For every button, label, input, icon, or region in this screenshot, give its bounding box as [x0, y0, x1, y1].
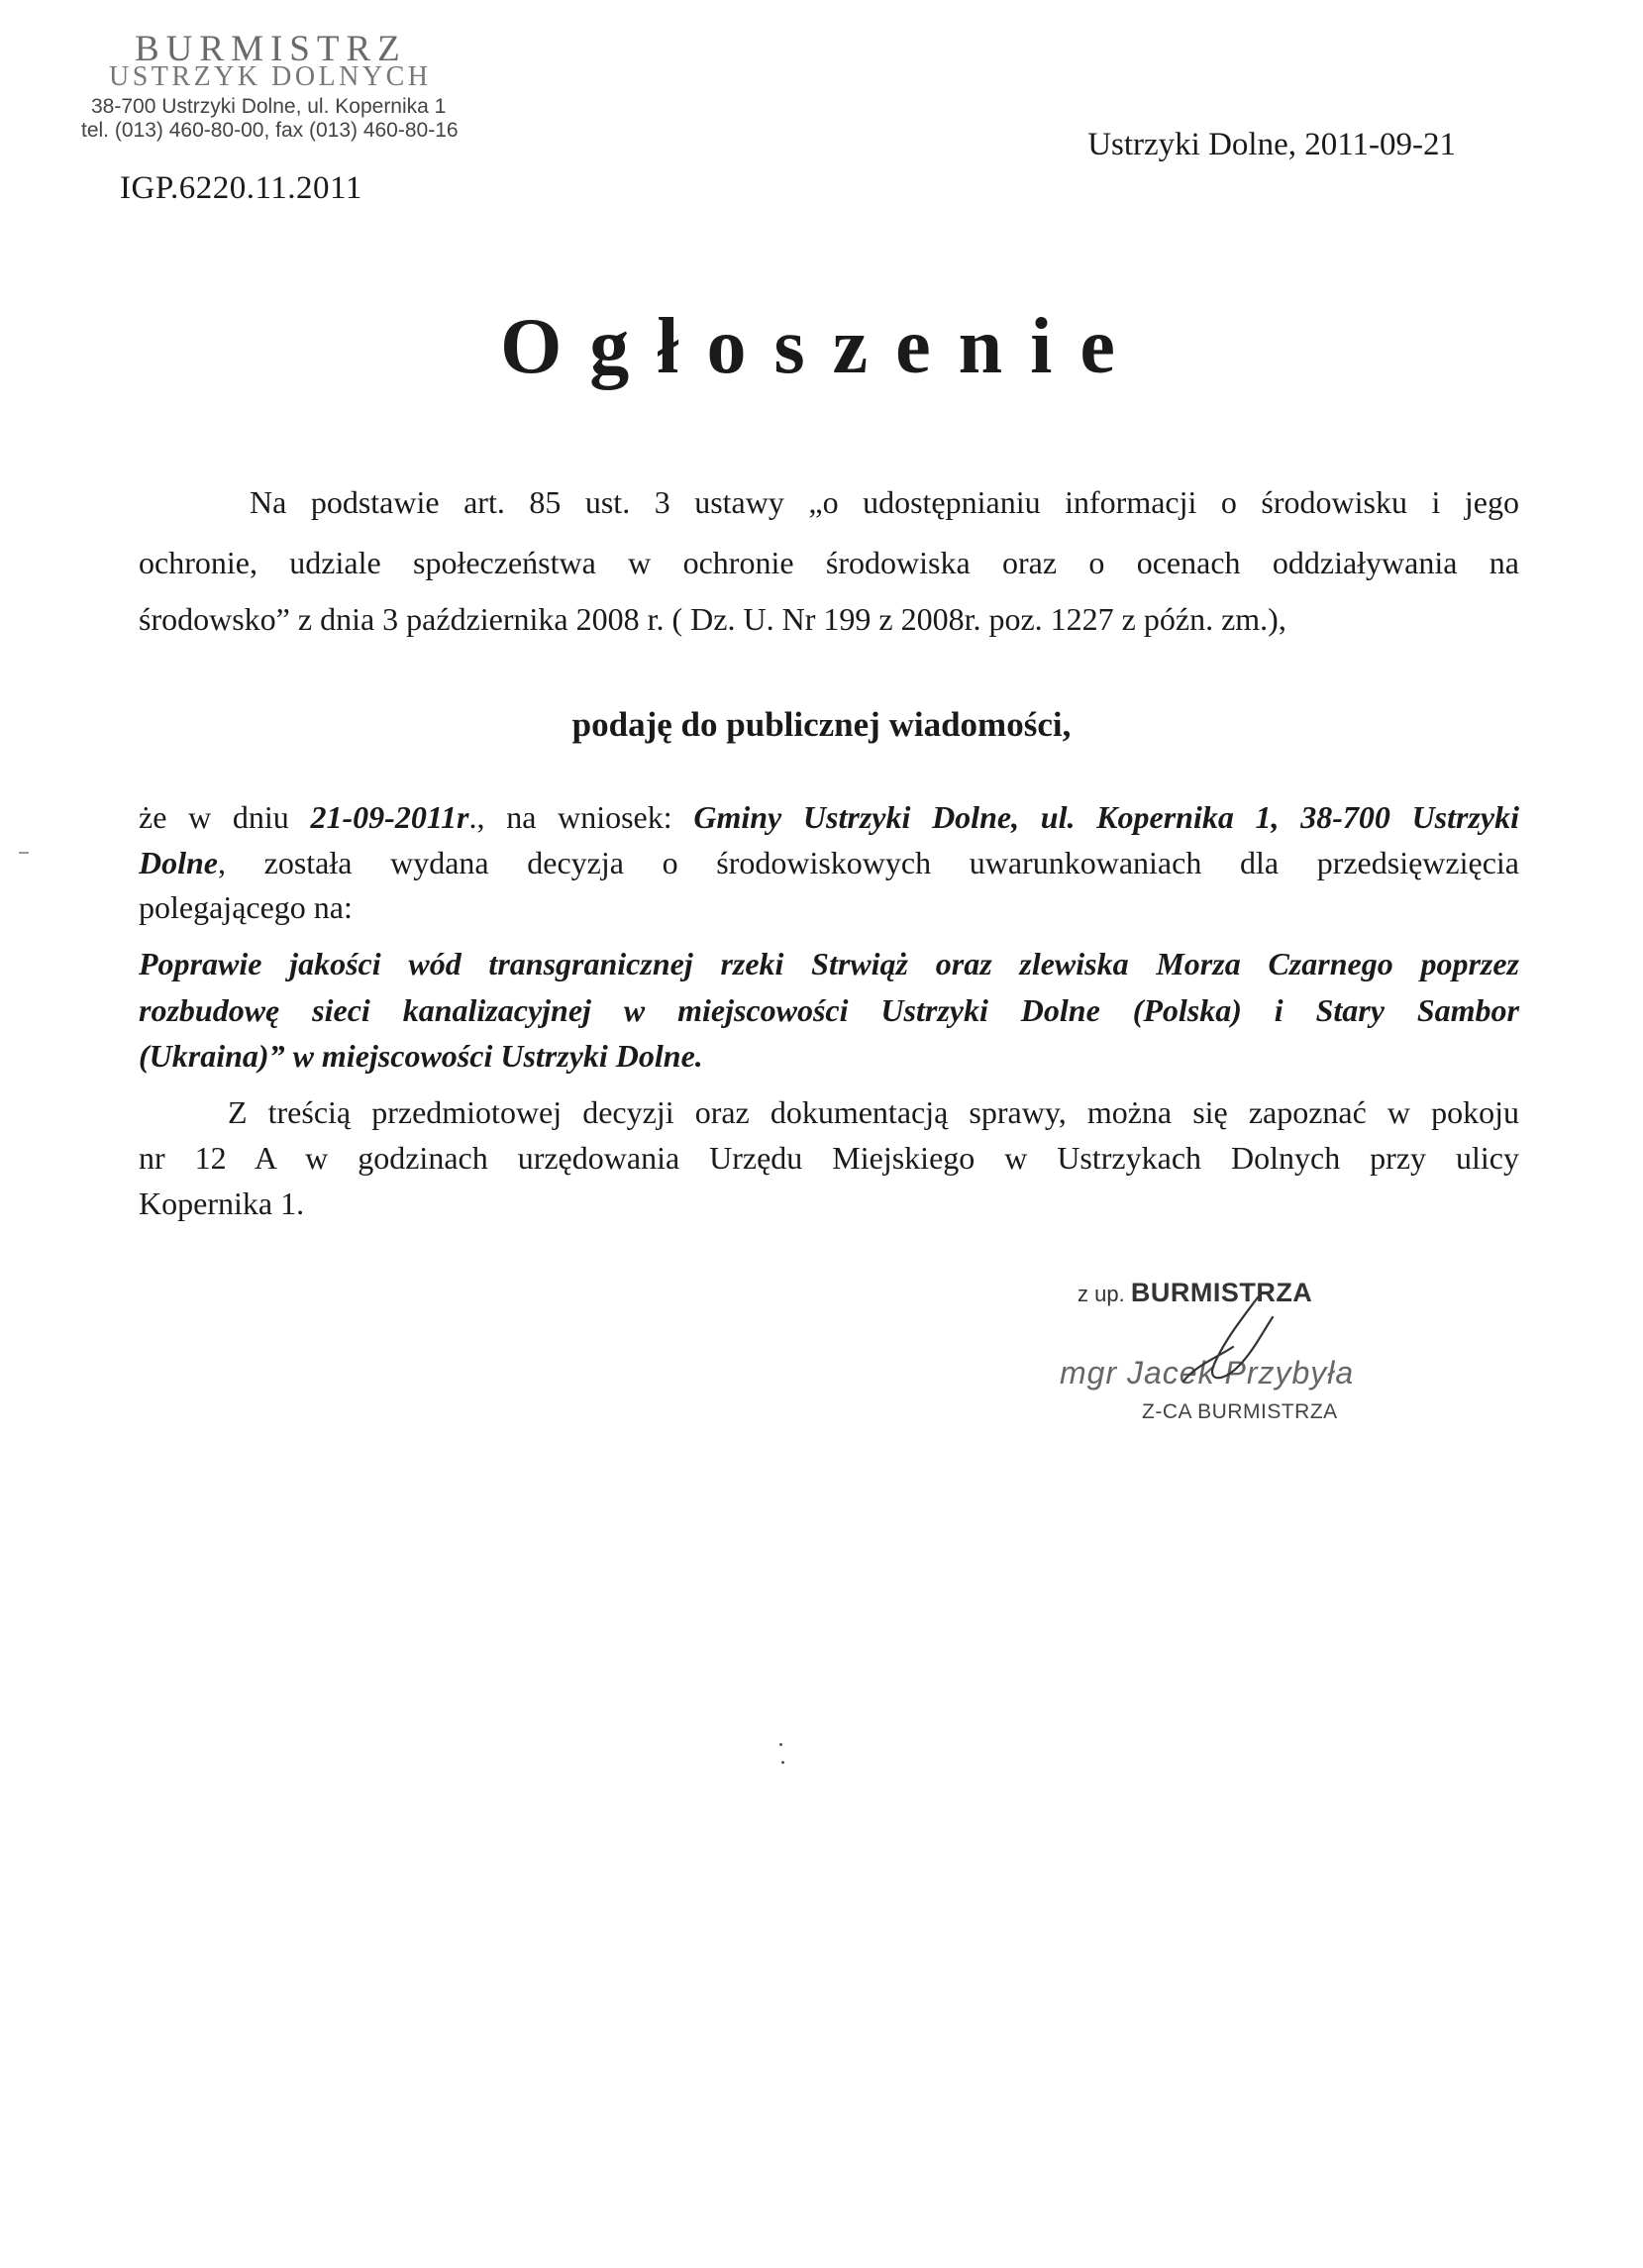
- letterhead-town: USTRZYK DOLNYCH: [109, 61, 432, 92]
- decision-line: [139, 840, 1519, 885]
- intro-line: Na podstawie art. 85 ust. 3 ustawy „o udostępnianiu informacji o środowisku i jego: [250, 484, 1519, 520]
- applicant-name: Dolne: [139, 845, 218, 880]
- reference-number: IGP.6220.11.2011: [120, 170, 362, 206]
- letterhead-title: BURMISTRZ: [135, 29, 407, 69]
- decision-line: [139, 794, 1519, 840]
- decision-text: że w dniu: [139, 799, 311, 835]
- scan-speck: [781, 1761, 784, 1764]
- applicant-name: Gminy Ustrzyki Dolne, ul. Kopernika 1, 38-700 Ustrzyki: [693, 799, 1520, 835]
- decision-text: , została wydana decyzja o środowiskowych uwarunkowaniach dla przedsięwzięcia: [218, 845, 1519, 880]
- stamp-position: Z-CA BURMISTRZA: [1142, 1400, 1338, 1423]
- access-line: Kopernika 1.: [139, 1186, 305, 1221]
- letterhead-address: 38-700 Ustrzyki Dolne, ul. Kopernika 1: [91, 95, 447, 118]
- place-date: Ustrzyki Dolne, 2011-09-21: [1087, 127, 1456, 162]
- decision-text: ., na wniosek:: [468, 799, 694, 835]
- decision-line: polegającego na:: [139, 889, 353, 925]
- letterhead-phone: tel. (013) 460-80-00, fax (013) 460-80-16: [81, 119, 459, 142]
- intro-line: ochronie, udziale społeczeństwa w ochronie środowiska oraz o ocenach oddziaływania na: [139, 545, 1519, 580]
- project-line: rozbudowę sieci kanalizacyjnej w miejscowości Ustrzyki Dolne (Polska) i Stary Sambor: [139, 992, 1519, 1028]
- handwritten-signature: [1164, 1288, 1302, 1406]
- scan-edge-mark: [19, 852, 29, 854]
- access-line: nr 12 A w godzinach urzędowania Urzędu Miejskiego w Ustrzykach Dolnych przy ulicy: [139, 1140, 1519, 1176]
- access-line: Z treścią przedmiotowej decyzji oraz dokumentacją sprawy, można się zapoznać w pokoju: [228, 1094, 1519, 1130]
- stamp-name: mgr Jacek Przybyła: [1060, 1355, 1355, 1391]
- stamp-title: BURMISTRZA: [1130, 1278, 1313, 1307]
- stamp-prefix: z up.: [1078, 1282, 1125, 1306]
- project-line: Poprawie jakości wód transgranicznej rzeki Strwiąż oraz zlewiska Morza Czarnego poprzez: [139, 946, 1519, 981]
- scan-speck: [779, 1743, 782, 1746]
- document-title: Ogłoszenie: [500, 303, 1143, 390]
- announcement-heading: podaję do publicznej wiadomości,: [571, 705, 1072, 744]
- project-line: (Ukraina)” w miejscowości Ustrzyki Dolne.: [139, 1038, 703, 1074]
- decision-date: 21-09-2011r: [310, 799, 469, 835]
- intro-line: środowsko” z dnia 3 października 2008 r. ( Dz. U. Nr 199 z 2008r. poz. 1227 z późn. zm.),: [139, 601, 1286, 637]
